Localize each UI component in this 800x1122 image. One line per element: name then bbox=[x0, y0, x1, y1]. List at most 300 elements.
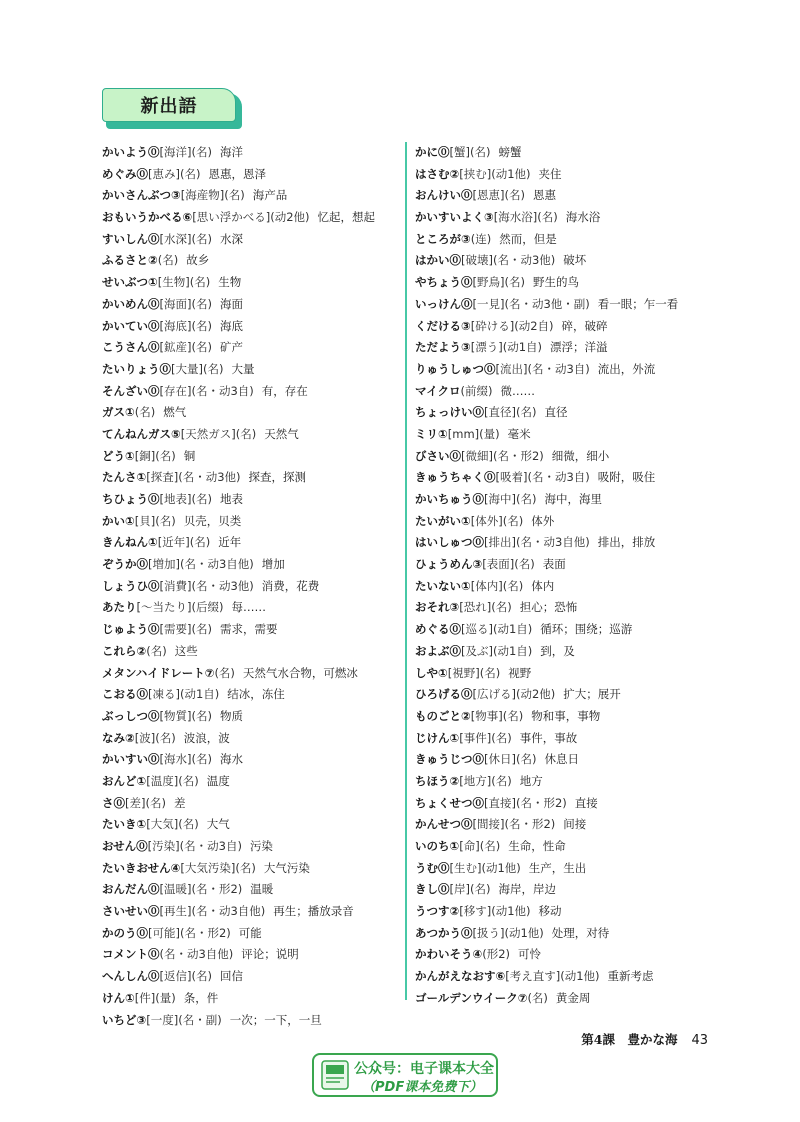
vocab-kanji: [水深] bbox=[159, 231, 192, 246]
vocab-entry bbox=[415, 858, 715, 880]
vocab-reading: きんねん① bbox=[102, 535, 158, 550]
vocab-reading: おんけい⓪ bbox=[415, 188, 473, 203]
vocab-meaning: 直接 bbox=[574, 795, 598, 810]
vocab-entry bbox=[102, 684, 402, 706]
vocab-meaning: 近年 bbox=[218, 535, 242, 550]
vocab-entry bbox=[415, 164, 715, 186]
vocab-meaning: 水深 bbox=[219, 231, 243, 246]
vocab-entry bbox=[102, 402, 402, 424]
vocab-entry bbox=[102, 272, 402, 294]
vocab-entry bbox=[415, 663, 715, 685]
vocab-pos: (名) bbox=[157, 253, 179, 268]
vocab-kanji: [銅] bbox=[134, 448, 156, 463]
vocab-kanji: [貝] bbox=[134, 513, 156, 528]
vocab-reading: はさむ② bbox=[415, 166, 460, 181]
vocab-kanji: [温度] bbox=[146, 773, 179, 788]
vocab-kanji: [蟹] bbox=[449, 145, 470, 159]
vocab-pos: (名) bbox=[515, 405, 537, 420]
vocab-reading: おんど① bbox=[102, 773, 147, 788]
vocab-kanji: [返信] bbox=[159, 969, 192, 984]
vocab-entry bbox=[415, 402, 715, 424]
vocab-entry bbox=[102, 250, 402, 272]
vocab-meaning: 黄金周 bbox=[555, 990, 591, 1005]
vocab-entry bbox=[415, 467, 715, 489]
vocab-meaning: 生产，生出 bbox=[528, 860, 587, 875]
page-number: 43 bbox=[691, 1033, 708, 1048]
vocab-reading: かいてい⓪ bbox=[102, 318, 160, 333]
vocab-reading: ちょくせつ⓪ bbox=[415, 795, 484, 810]
vocab-meaning: 可能 bbox=[238, 925, 262, 940]
vocab-meaning: 条，件 bbox=[183, 990, 219, 1005]
vocab-kanji: [存在] bbox=[159, 383, 192, 398]
vocab-reading: かいよう⓪ bbox=[102, 145, 160, 159]
vocab-pos: (名) bbox=[191, 969, 212, 984]
vocab-entry bbox=[102, 923, 402, 945]
vocab-entry bbox=[102, 576, 402, 598]
vocab-kanji: [需要] bbox=[159, 622, 192, 637]
vocab-pos: (名) bbox=[469, 145, 491, 159]
vocab-pos: (名) bbox=[191, 318, 212, 333]
vocab-kanji: [再生] bbox=[159, 904, 192, 919]
vocab-kanji: [体内] bbox=[470, 578, 503, 593]
vocab-entry bbox=[415, 576, 715, 598]
vocab-entry bbox=[415, 836, 715, 858]
vocab-meaning: 大量 bbox=[231, 361, 255, 376]
vocab-reading: たんさ① bbox=[102, 470, 147, 485]
vocab-meaning: 漂浮；洋溢 bbox=[550, 340, 608, 355]
vocab-pos: (名) bbox=[178, 773, 199, 788]
vocab-kanji: [間接] bbox=[472, 817, 505, 832]
vocab-reading: ぞうか⓪ bbox=[102, 557, 148, 572]
watermark-line2: （PDF课本免费下） bbox=[362, 1080, 483, 1095]
vocab-pos: (名) bbox=[537, 210, 558, 225]
vocab-entry bbox=[102, 966, 402, 988]
vocab-meaning: 一次；一下，一旦 bbox=[229, 1012, 322, 1027]
vocab-reading: おせん⓪ bbox=[102, 839, 148, 853]
vocab-meaning: 毫米 bbox=[507, 426, 531, 441]
vocab-pos: (名・形2) bbox=[504, 817, 556, 832]
vocab-entry bbox=[415, 489, 715, 511]
vocab-kanji: [物事] bbox=[470, 708, 503, 723]
vocab-kanji: [扱う] bbox=[472, 925, 505, 940]
vocab-entry bbox=[102, 879, 402, 901]
vocab-pos: (名) bbox=[191, 296, 212, 311]
vocab-pos: (动1自) bbox=[492, 622, 533, 637]
vocab-reading: およぶ⓪ bbox=[415, 643, 461, 658]
vocab-pos: (名・动3自) bbox=[179, 839, 242, 853]
vocab-reading: かに⓪ bbox=[415, 145, 450, 159]
vocab-kanji: [岸] bbox=[449, 882, 470, 897]
vocab-meaning: 野生的鸟 bbox=[532, 275, 579, 290]
vocab-reading: たいき① bbox=[102, 817, 147, 832]
vocab-entry bbox=[415, 619, 715, 641]
vocab-kanji: [海中] bbox=[484, 492, 516, 506]
vocab-meaning: 物质 bbox=[219, 708, 243, 723]
vocab-pos: (名) bbox=[527, 990, 548, 1005]
vocab-entry bbox=[102, 988, 402, 1010]
vocab-entry bbox=[102, 814, 402, 836]
vocab-meaning: 污染 bbox=[249, 839, 273, 853]
vocab-kanji: [～当たり] bbox=[136, 600, 192, 615]
vocab-reading: りゅうしゅつ⓪ bbox=[415, 361, 496, 376]
vocab-meaning: 温度 bbox=[206, 773, 230, 788]
vocab-entry bbox=[102, 316, 402, 338]
vocab-pos: (名) bbox=[469, 882, 491, 897]
vocab-kanji: [探査] bbox=[146, 470, 179, 485]
vocab-reading: おもいうかべる⑥ bbox=[102, 210, 193, 225]
vocab-pos: (名) bbox=[502, 708, 524, 723]
vocab-reading: こうさん⓪ bbox=[102, 340, 160, 355]
vocab-pos: (名) bbox=[502, 578, 524, 593]
vocab-meaning: 海水浴 bbox=[565, 210, 601, 225]
vocab-kanji: [波] bbox=[134, 730, 156, 745]
column-divider bbox=[405, 142, 407, 1000]
vocab-entry bbox=[415, 511, 715, 533]
vocab-pos: (名) bbox=[191, 145, 212, 159]
vocab-meaning: 海岸，岸边 bbox=[498, 882, 556, 897]
vocab-pos: (形2) bbox=[482, 947, 511, 962]
vocab-meaning: 螃蟹 bbox=[498, 145, 522, 159]
vocab-entry bbox=[102, 532, 402, 554]
vocab-meaning: 重新考虑 bbox=[607, 969, 654, 984]
vocab-kanji: [表面] bbox=[482, 557, 515, 572]
vocab-pos: (名・动3自他) bbox=[191, 904, 266, 919]
vocab-reading: じけん① bbox=[415, 730, 460, 745]
vocab-kanji: [漂う] bbox=[470, 340, 503, 355]
vocab-reading: ものごと② bbox=[415, 708, 471, 723]
vocab-reading: おそれ③ bbox=[415, 600, 460, 615]
vocab-reading: これら② bbox=[102, 643, 147, 658]
vocab-meaning: 天然气 bbox=[264, 426, 299, 441]
vocab-kanji: [移す] bbox=[459, 904, 492, 919]
vocab-reading: しや① bbox=[415, 665, 448, 680]
vocab-meaning: 生物 bbox=[218, 275, 242, 290]
vocab-entry bbox=[415, 424, 715, 446]
vocab-kanji: [近年] bbox=[157, 535, 190, 550]
vocab-pos: (名) bbox=[491, 773, 512, 788]
vocab-kanji: [吸着] bbox=[495, 470, 528, 485]
vocab-reading: ガス① bbox=[102, 405, 135, 420]
vocab-meaning: 看一眼；乍一看 bbox=[597, 296, 679, 311]
vocab-reading: かいめん⓪ bbox=[102, 296, 160, 311]
vocab-reading: きゅうじつ⓪ bbox=[415, 752, 484, 767]
vocab-reading: めぐみ⓪ bbox=[102, 166, 148, 181]
vocab-reading: じゅよう⓪ bbox=[102, 622, 160, 637]
vocab-entry bbox=[415, 532, 715, 554]
vocab-meaning: 吸附，吸住 bbox=[597, 470, 656, 485]
vocab-kanji: [一見] bbox=[472, 296, 505, 311]
vocab-reading: ミリ① bbox=[415, 426, 448, 441]
vocab-entry bbox=[102, 467, 402, 489]
vocab-meaning: 微…… bbox=[500, 383, 536, 398]
vocab-entry bbox=[102, 489, 402, 511]
vocab-pos: (名) bbox=[179, 166, 201, 181]
vocab-entry bbox=[102, 619, 402, 641]
vocab-reading: ふるさと② bbox=[102, 253, 158, 268]
vocab-meaning: 破坏 bbox=[563, 253, 587, 268]
vocab-pos: (名) bbox=[514, 557, 535, 572]
page-footer bbox=[581, 1030, 708, 1048]
vocab-reading: こおる⓪ bbox=[102, 687, 148, 702]
vocab-pos: (名) bbox=[491, 600, 512, 615]
vocab-meaning: 海水 bbox=[219, 752, 243, 767]
vocab-kanji: [海面] bbox=[159, 296, 192, 311]
vocab-entry bbox=[102, 663, 402, 685]
vocab-pos: (动2他) bbox=[270, 210, 310, 225]
vocab-entry bbox=[415, 684, 715, 706]
vocab-reading: うつす② bbox=[415, 904, 460, 919]
vocab-kanji: [体外] bbox=[470, 513, 503, 528]
vocab-reading: どう① bbox=[102, 448, 135, 463]
vocab-entry bbox=[415, 706, 715, 728]
vocab-pos: (名) bbox=[202, 361, 224, 376]
vocab-kanji: [流出] bbox=[495, 361, 528, 376]
vocab-pos: (名) bbox=[178, 817, 199, 832]
vocab-reading: コメント⓪ bbox=[102, 947, 160, 962]
vocab-pos: (名・副) bbox=[178, 1012, 222, 1027]
vocab-entry bbox=[102, 381, 402, 403]
vocab-entry bbox=[102, 944, 402, 966]
vocab-meaning: 回信 bbox=[219, 969, 243, 984]
vocab-meaning: 探查，探测 bbox=[248, 470, 307, 485]
vocab-reading: いのち① bbox=[415, 839, 460, 853]
vocab-kanji: [挟む] bbox=[459, 166, 492, 181]
vocab-meaning: 然而，但是 bbox=[499, 231, 557, 246]
vocab-entry bbox=[415, 316, 715, 338]
vocab-reading: きし⓪ bbox=[415, 882, 450, 897]
vocab-entry bbox=[415, 879, 715, 901]
vocab-entry bbox=[415, 771, 715, 793]
vocab-reading: はかい⓪ bbox=[415, 253, 461, 268]
vocab-entry bbox=[102, 793, 402, 815]
vocab-entry bbox=[102, 597, 402, 619]
vocab-pos: (名) bbox=[502, 513, 524, 528]
vocab-pos: (动1他) bbox=[491, 166, 531, 181]
vocab-pos: (名) bbox=[491, 730, 512, 745]
vocab-kanji: [鉱産] bbox=[159, 340, 192, 355]
vocab-entry bbox=[102, 511, 402, 533]
vocab-meaning: 到，及 bbox=[540, 643, 575, 658]
vocab-entry bbox=[415, 337, 715, 359]
vocab-pos: (动1他) bbox=[504, 925, 544, 940]
vocab-reading: たいりょう⓪ bbox=[102, 361, 171, 376]
vocab-entry bbox=[102, 294, 402, 316]
vocab-kanji: [及ぶ] bbox=[461, 643, 493, 658]
vocab-meaning: 恩惠 bbox=[532, 188, 556, 203]
vocab-kanji: [海水] bbox=[159, 752, 192, 767]
vocab-kanji: [可能] bbox=[148, 925, 180, 940]
vocab-reading: はいしゅつ⓪ bbox=[415, 535, 484, 550]
vocab-reading: ちょっけい⓪ bbox=[415, 405, 484, 420]
vocab-entry bbox=[415, 793, 715, 815]
vocab-pos: (动1自) bbox=[502, 340, 543, 355]
vocab-meaning: 事件，事故 bbox=[519, 730, 578, 745]
vocab-kanji: [破壊] bbox=[461, 253, 493, 268]
vocab-kanji: [直径] bbox=[484, 405, 516, 420]
vocab-kanji: [mm] bbox=[447, 426, 480, 441]
vocab-entry bbox=[102, 728, 402, 750]
vocab-reading: かのう⓪ bbox=[102, 925, 148, 940]
vocab-reading: いちど③ bbox=[102, 1012, 147, 1027]
vocab-reading: しょうひ⓪ bbox=[102, 578, 160, 593]
vocab-entry bbox=[102, 641, 402, 663]
vocab-pos: (名) bbox=[504, 275, 525, 290]
vocab-pos: (名・形2) bbox=[492, 448, 544, 463]
vocab-meaning: 生命，性命 bbox=[508, 839, 566, 853]
vocab-pos: (名) bbox=[191, 708, 212, 723]
vocab-meaning: 海中，海里 bbox=[544, 492, 602, 506]
vocab-kanji: [休日] bbox=[484, 752, 516, 767]
vocab-kanji: [広げる] bbox=[472, 687, 516, 702]
vocab-pos: (名) bbox=[191, 752, 212, 767]
vocab-kanji: [視野] bbox=[447, 665, 480, 680]
watermark-badge bbox=[312, 1053, 498, 1097]
vocab-entry bbox=[415, 185, 715, 207]
vocab-pos: (连) bbox=[470, 231, 492, 246]
vocab-reading: ひょうめん③ bbox=[415, 557, 483, 572]
vocab-reading: たいがい① bbox=[415, 513, 471, 528]
vocab-meaning: 大气污染 bbox=[263, 860, 310, 875]
vocab-meaning: 矿产 bbox=[219, 340, 243, 355]
vocab-reading: そんざい⓪ bbox=[102, 383, 160, 398]
vocab-reading: ちひょう⓪ bbox=[102, 492, 160, 506]
vocab-entry bbox=[102, 706, 402, 728]
vocab-reading: かんがえなおす⑥ bbox=[415, 969, 506, 984]
vocab-reading: たいきおせん④ bbox=[102, 860, 181, 875]
vocab-meaning: 温暖 bbox=[250, 882, 274, 897]
vocab-pos: (名) bbox=[191, 340, 212, 355]
vocab-reading: かいちゅう⓪ bbox=[415, 492, 484, 506]
vocab-meaning: 每…… bbox=[231, 600, 266, 615]
vocab-entry bbox=[102, 424, 402, 446]
vocab-meaning: 结冰，冻住 bbox=[227, 687, 285, 702]
vocab-entry bbox=[415, 272, 715, 294]
vocab-kanji: [大気汚染] bbox=[180, 860, 236, 875]
vocab-meaning: 循环；围绕；巡游 bbox=[540, 622, 633, 637]
vocab-kanji: [生む] bbox=[449, 860, 482, 875]
vocab-entry bbox=[102, 359, 402, 381]
vocab-pos: (名・动3他) bbox=[492, 253, 556, 268]
vocab-reading: めぐる⓪ bbox=[415, 622, 461, 637]
vocab-meaning: 可怜 bbox=[518, 947, 542, 962]
vocab-kanji: [事件] bbox=[459, 730, 492, 745]
vocab-kanji: [砕ける] bbox=[470, 318, 515, 333]
vocab-pos: (动2他) bbox=[515, 687, 556, 702]
vocab-column-right bbox=[415, 142, 715, 1010]
vocab-pos: (名・动3自) bbox=[527, 470, 590, 485]
vocab-meaning: 海面 bbox=[219, 296, 243, 311]
vocab-kanji: [大気] bbox=[146, 817, 179, 832]
vocab-meaning: 担心；恐怖 bbox=[519, 600, 578, 615]
vocab-reading: マイクロ bbox=[415, 383, 461, 398]
vocab-pos: (名) bbox=[189, 535, 211, 550]
vocab-meaning: 故乡 bbox=[186, 253, 210, 268]
vocab-meaning: 忆起，想起 bbox=[317, 210, 376, 225]
vocab-reading: かいさんぶつ③ bbox=[102, 188, 181, 203]
vocab-kanji: [地方] bbox=[459, 773, 492, 788]
vocab-pos: (名・动3自) bbox=[527, 361, 590, 376]
vocab-pos: (名) bbox=[235, 860, 256, 875]
vocab-pos: (名) bbox=[235, 426, 257, 441]
vocab-entry bbox=[415, 944, 715, 966]
vocab-kanji: [命] bbox=[459, 839, 480, 853]
vocab-meaning: 海底 bbox=[219, 318, 243, 333]
vocab-kanji: [汚染] bbox=[147, 839, 180, 853]
vocab-meaning: 大气 bbox=[206, 817, 230, 832]
vocab-pos: (动1自) bbox=[492, 643, 533, 658]
vocab-reading: かい① bbox=[102, 513, 135, 528]
vocab-pos: (名・形2) bbox=[179, 925, 231, 940]
vocab-entry bbox=[102, 229, 402, 251]
vocab-reading: メタンハイドレート⑦ bbox=[102, 665, 215, 680]
vocab-kanji: [恐れ] bbox=[459, 600, 492, 615]
vocab-pos: (名) bbox=[155, 730, 176, 745]
vocab-entry bbox=[415, 250, 715, 272]
vocab-entry bbox=[415, 446, 715, 468]
vocab-pos: (名・动3自) bbox=[191, 383, 254, 398]
vocab-entry bbox=[415, 966, 715, 988]
vocab-meaning: 天然气水合物，可燃冰 bbox=[242, 665, 358, 680]
vocab-meaning: 铜 bbox=[183, 448, 196, 463]
vocab-pos: (名) bbox=[191, 231, 212, 246]
vocab-entry bbox=[102, 164, 402, 186]
vocab-pos: (动2自) bbox=[514, 318, 554, 333]
vocab-reading: あつかう⓪ bbox=[415, 925, 473, 940]
vocab-reading: びさい⓪ bbox=[415, 448, 461, 463]
vocab-reading: さ⓪ bbox=[102, 795, 125, 810]
vocab-meaning: 体内 bbox=[531, 578, 555, 593]
vocab-pos: (量) bbox=[479, 426, 500, 441]
vocab-entry bbox=[102, 185, 402, 207]
vocab-pos: (名) bbox=[515, 492, 537, 506]
vocab-entry bbox=[415, 359, 715, 381]
vocab-entry bbox=[102, 1010, 402, 1032]
vocab-reading: てんねんガス⑤ bbox=[102, 426, 181, 441]
vocab-meaning: 排出，排放 bbox=[597, 535, 656, 550]
vocab-kanji: [地表] bbox=[159, 492, 192, 506]
vocab-meaning: 海产品 bbox=[252, 188, 288, 203]
vocab-entry bbox=[415, 142, 715, 164]
vocab-reading: ゴールデンウイーク⑦ bbox=[415, 990, 528, 1005]
vocab-pos: (名・动3他) bbox=[191, 578, 254, 593]
vocab-pos: (名・形2) bbox=[515, 795, 567, 810]
vocab-entry bbox=[415, 923, 715, 945]
vocab-entry bbox=[102, 901, 402, 923]
vocab-reading: くだける③ bbox=[415, 318, 471, 333]
vocab-reading: ひろげる⓪ bbox=[415, 687, 473, 702]
vocab-entry bbox=[415, 294, 715, 316]
vocab-pos: (名・形2) bbox=[191, 882, 243, 897]
vocab-entry bbox=[102, 771, 402, 793]
vocab-entry bbox=[102, 142, 402, 164]
vocab-pos: (名) bbox=[214, 665, 235, 680]
vocab-kanji: [恵み] bbox=[148, 166, 180, 181]
vocab-entry bbox=[415, 641, 715, 663]
vocab-meaning: 需求，需要 bbox=[219, 622, 278, 637]
vocab-meaning: 评论；说明 bbox=[241, 947, 299, 962]
vocab-pos: (名・动3自他) bbox=[179, 557, 254, 572]
vocab-pos: (名) bbox=[145, 795, 166, 810]
vocab-meaning: 表面 bbox=[542, 557, 566, 572]
vocab-kanji: [思い浮かべる] bbox=[192, 210, 271, 225]
vocab-reading: かいすいよく③ bbox=[415, 210, 494, 225]
vocab-kanji: [生物] bbox=[157, 275, 190, 290]
vocab-pos: (名・动3自他) bbox=[159, 947, 234, 962]
vocab-kanji: [一度] bbox=[146, 1012, 179, 1027]
vocab-reading: ちほう② bbox=[415, 773, 460, 788]
vocab-pos: (名) bbox=[224, 188, 245, 203]
vocab-reading: へんしん⓪ bbox=[102, 969, 160, 984]
